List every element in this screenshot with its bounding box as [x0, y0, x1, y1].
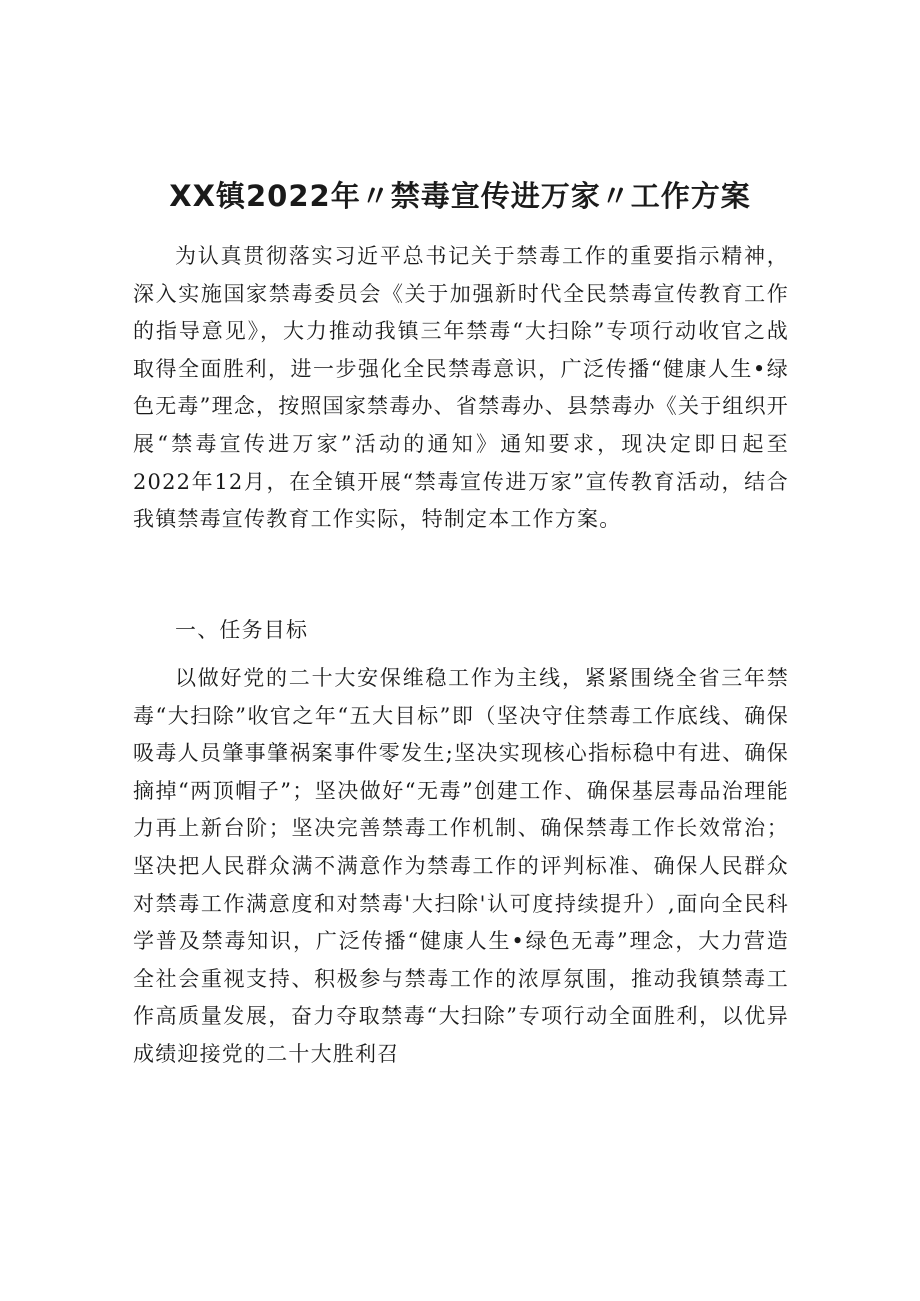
- task-goals-paragraph: 以做好党的二十大安保维稳工作为主线，紧紧围绕全省三年禁毒“大扫除”收官之年“五大目标”即（坚决守住禁毒工作底线、确保吸毒人员肇事肇祸案事件零发生;坚决实现核心指标稳中有进、确保摘掉“两顶帽子”；坚决做好“无毒”创建工作、确保基层毒品治理能力再上新台阶；坚决完善禁毒工作机制、确保禁毒工作长效常治；坚决把人民群众满不满意作为禁毒工作的评判标准、确保人民群众对禁毒工作满意度和对禁毒'大扫除'认可度持续提升）,面向全民科学普及禁毒知识，广泛传播“健康人生•绿色无毒”理念，大力营造全社会重视支持、积极参与禁毒工作的浓厚氛围，推动我镇禁毒工作高质量发展，奋力夺取禁毒“大扫除”专项行动全面胜利，以优异成绩迎接党的二十大胜利召: [133, 666, 789, 1066]
- section-heading-task-goals: 一、任务目标: [175, 618, 309, 642]
- intro-paragraph: 为认真贯彻落实习近平总书记关于禁毒工作的重要指示精神，深入实施国家禁毒委员会《关于加强新时代全民禁毒宣传教育工作的指导意见》，大力推动我镇三年禁毒“大扫除”专项行动收官之战取得全面胜利，进一步强化全民禁毒意识，广泛传播“健康人生•绿色无毒”理念，按照国家禁毒办、省禁毒办、县禁毒办《关于组织开展“禁毒宣传进万家”活动的通知》通知要求，现决定即日起至2022年12月，在全镇开展“禁毒宣传进万家”宣传教育活动，结合我镇禁毒宣传教育工作实际，特制定本工作方案。: [133, 244, 789, 532]
- document-title: XX镇2022年〃禁毒宣传进万家〃工作方案: [169, 179, 751, 213]
